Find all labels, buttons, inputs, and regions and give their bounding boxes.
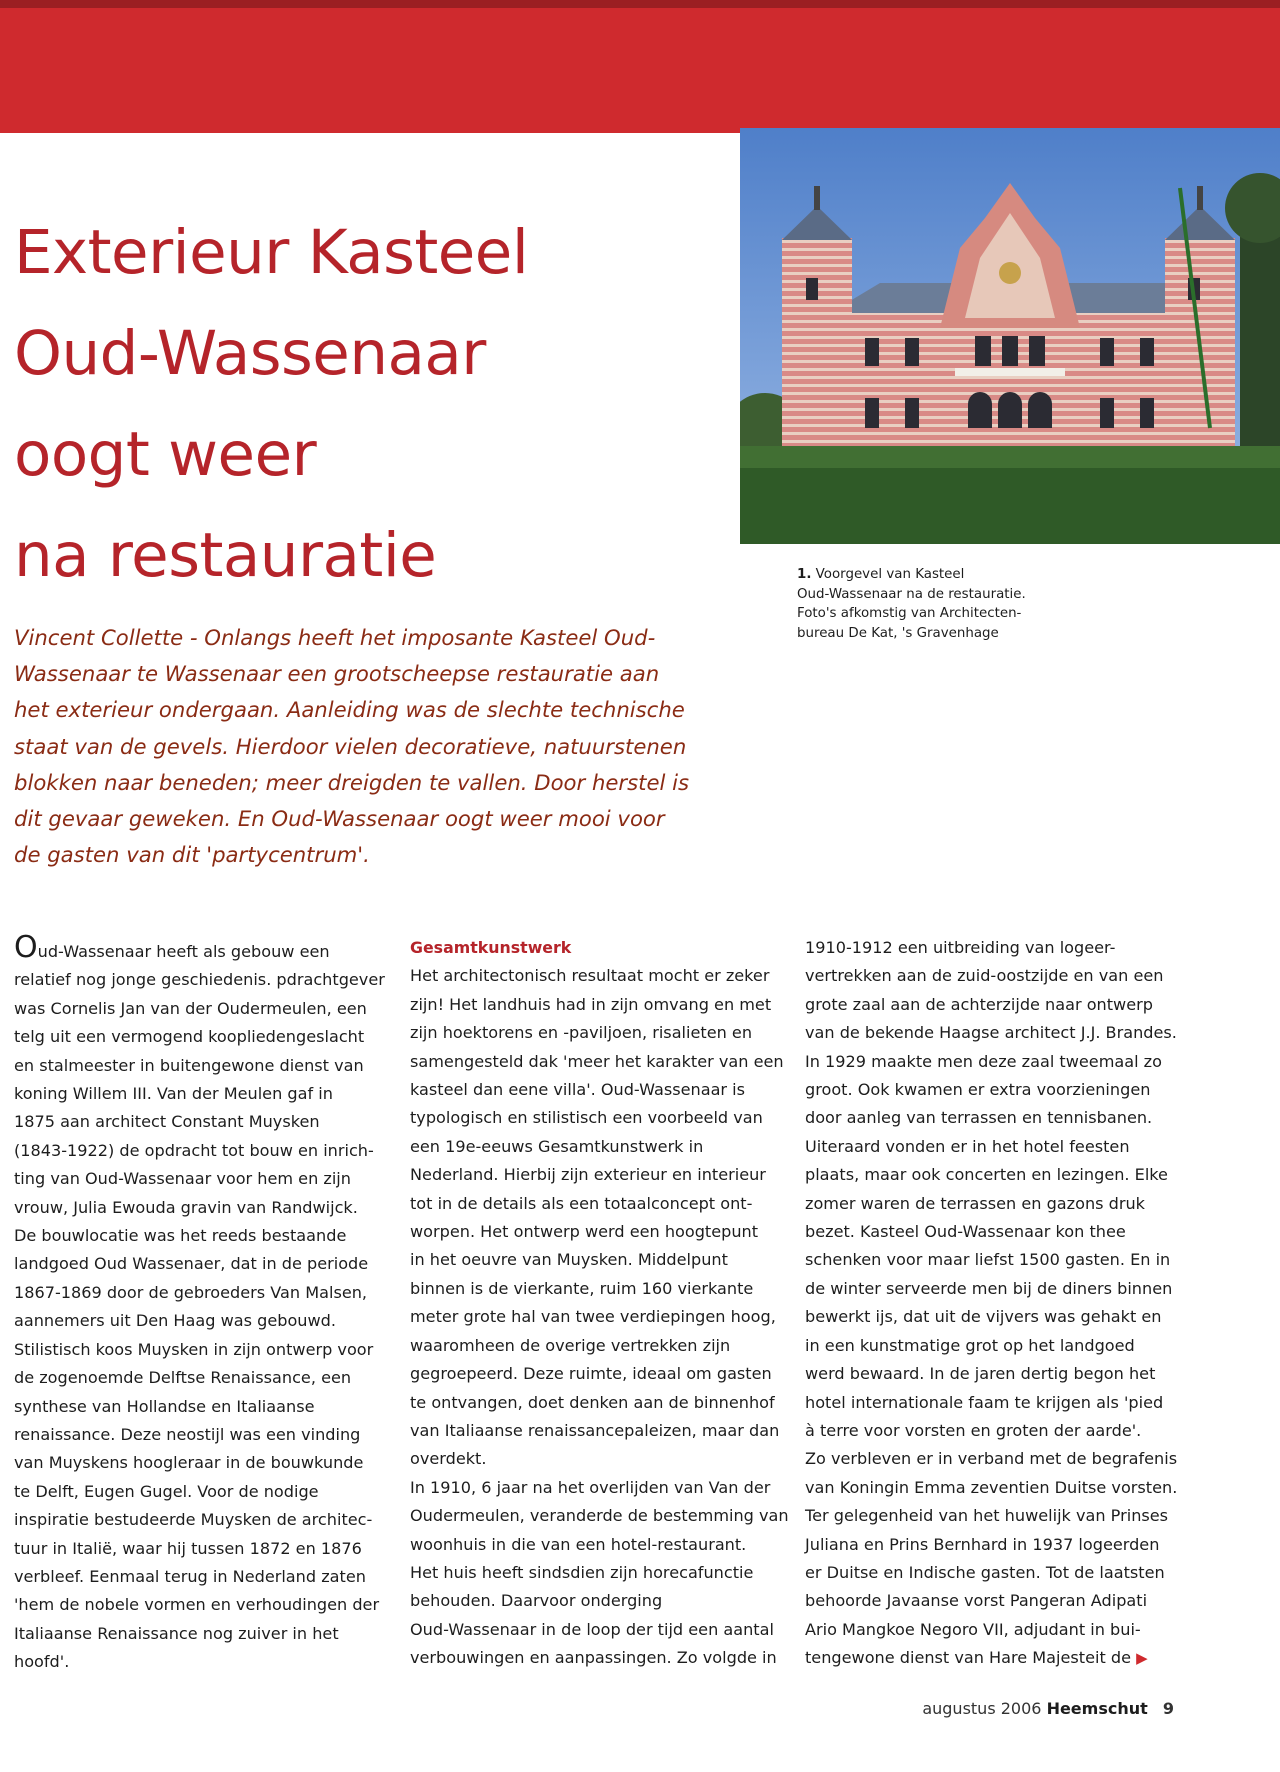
- text-line: van de bekende Haagse architect J.J. Brandes.: [805, 1023, 1177, 1043]
- body-column-3: [805, 934, 1178, 1673]
- issue-date: augustus 2006: [922, 1699, 1042, 1718]
- text-line: tuur in Italië, waar hij tussen 1872 en 1876: [14, 1538, 362, 1558]
- caption-line: bureau De Kat, 's Gravenhage: [797, 625, 999, 641]
- text-line: ting van Oud-Wassenaar voor hem en zijn: [14, 1169, 351, 1189]
- top-band-edge: [0, 0, 1280, 8]
- text-line: bezet. Kasteel Oud-Wassenaar kon thee: [805, 1222, 1126, 1242]
- hedge-top: [740, 446, 1280, 468]
- lead-line: het exterieur ondergaan. Aanleiding was de slechte technische: [14, 697, 685, 723]
- text-line: Italiaanse Renaissance nog zuiver in het: [14, 1623, 339, 1643]
- text-line: van Muyskens hoogleraar in de bouwkunde: [14, 1453, 364, 1473]
- lead-line: staat van de gevels. Hierdoor vielen decoratieve, natuurstenen: [14, 733, 687, 759]
- text-line: synthese van Hollandse en Italiaanse: [14, 1396, 315, 1416]
- text-line: à terre voor vorsten en groten der aarde'.: [805, 1420, 1142, 1440]
- castle-photo: [740, 128, 1280, 544]
- title-line: Oud-Wassenaar: [14, 318, 486, 389]
- text-line: 'hem de nobele vormen en verhoudingen der: [14, 1595, 380, 1615]
- text-line: hotel internationale faam te krijgen als 'pied: [805, 1392, 1164, 1412]
- text-line: relatief nog jonge geschiedenis. pdrachtgever: [14, 970, 385, 990]
- text-line: Ario Mangkoe Negoro VII, adjudant in bui-: [805, 1619, 1141, 1639]
- text-line: waaromheen de overige vertrekken zijn: [410, 1335, 731, 1355]
- text-line: Juliana en Prins Bernhard in 1937 logeerden: [805, 1534, 1160, 1554]
- last-line-text: tengewone dienst van Hare Majesteit de: [805, 1648, 1132, 1668]
- text-line: schenken voor maar liefst 1500 gasten. En in: [805, 1250, 1171, 1270]
- text-line: Het architectonisch resultaat mocht er zeker: [410, 966, 770, 986]
- caption-line: Foto's afkomstig van Architecten-: [797, 606, 1022, 621]
- text-line: van Koningin Emma zeventien Duitse vorsten.: [805, 1477, 1178, 1497]
- text-line: binnen is de vierkante, ruim 160 vierkante: [410, 1278, 754, 1298]
- caption-number: 1.: [797, 567, 812, 582]
- text-line: zijn hoektorens en -paviljoen, risalieten en: [410, 1023, 753, 1043]
- text-line: was Cornelis Jan van der Oudermeulen, een: [14, 998, 367, 1018]
- text-line: een 19e-eeuws Gesamtkunstwerk in: [410, 1136, 704, 1156]
- text-line: koning Willem III. Van der Meulen gaf in: [14, 1084, 333, 1104]
- text-line: typologisch en stilistisch een voorbeeld van: [410, 1108, 763, 1128]
- text-line: werd bewaard. In de jaren dertig begon het: [805, 1364, 1156, 1384]
- caption-line-1: [797, 565, 1097, 585]
- text-line: Het huis heeft sindsdien zijn horecafunctie: [410, 1562, 754, 1582]
- text-line: zijn! Het landhuis had in zijn omvang en met: [410, 994, 772, 1014]
- text-line: Ter gelegenheid van het huwelijk van Prinses: [805, 1506, 1169, 1526]
- text-line: aannemers uit Den Haag was gebouwd.: [14, 1311, 336, 1331]
- text-line: (1843-1922) de opdracht tot bouw en inrich-: [14, 1140, 374, 1160]
- body-column-1: [14, 930, 385, 1677]
- text-line: woonhuis in die van een hotel-restaurant.: [410, 1534, 747, 1554]
- lead-line: de gasten van dit 'partycentrum'.: [14, 842, 370, 868]
- text-line: er Duitse en Indische gasten. Tot de laatsten: [805, 1562, 1165, 1582]
- lead-line: Wassenaar te Wassenaar een grootscheepse restauratie aan: [14, 661, 660, 687]
- text-line: vrouw, Julia Ewouda gravin van Randwijck.: [14, 1197, 358, 1217]
- lead-line: blokken naar beneden; meer dreigden te vallen. Door herstel is: [14, 769, 690, 795]
- text-line: Uiteraard vonden er in het hotel feesten: [805, 1136, 1130, 1156]
- castle-illustration: [740, 128, 1280, 544]
- text-line: 1875 aan architect Constant Muysken: [14, 1112, 320, 1132]
- text-line: 1867-1869 door de gebroeders Van Malsen,: [14, 1282, 368, 1302]
- right-spire: [1197, 186, 1203, 210]
- text-line: Oudermeulen, veranderde de bestemming van: [410, 1506, 789, 1526]
- text-line: in het oeuvre van Muysken. Middelpunt: [410, 1250, 728, 1270]
- lead-paragraph: [14, 620, 714, 873]
- last-line: [805, 1644, 1175, 1672]
- continue-arrow-icon: ▶: [1136, 1649, 1148, 1668]
- text-line: te Delft, Eugen Gugel. Voor de nodige: [14, 1481, 319, 1501]
- body-column-2: [410, 934, 789, 1673]
- text-line: 1910-1912 een uitbreiding van logeer-: [805, 938, 1116, 957]
- text-line: samengesteld dak 'meer het karakter van een: [410, 1051, 784, 1071]
- text-line: meter grote hal van twee verdiepingen hoog,: [410, 1307, 776, 1327]
- page-number: 9: [1162, 1699, 1174, 1718]
- text-line: behoorde Javaanse vorst Pangeran Adipati: [805, 1591, 1148, 1611]
- text-line: door aanleg van terrassen en tennisbanen.: [805, 1108, 1153, 1128]
- caption-text: Voorgevel van Kasteel: [815, 567, 965, 582]
- text-line: bewerkt ijs, dat uit de vijvers was gehakt en: [805, 1307, 1162, 1327]
- section-heading: Gesamtkunstwerk: [410, 938, 572, 957]
- gable-clock: [999, 262, 1021, 284]
- hedge: [740, 458, 1280, 544]
- first-line: [14, 930, 384, 966]
- text-line: en stalmeester in buitengewone dienst van: [14, 1055, 364, 1075]
- text-line: worpen. Het ontwerp werd een hoogtepunt: [410, 1222, 759, 1242]
- text-line: van Italiaanse renaissancepaleizen, maar dan: [410, 1420, 780, 1440]
- lead-line: Vincent Collette - Onlangs heeft het imposante Kasteel Oud-: [14, 625, 656, 650]
- text-line: Nederland. Hierbij zijn exterieur en interieur: [410, 1165, 766, 1185]
- text-line: Oud-Wassenaar in de loop der tijd een aantal: [410, 1619, 774, 1639]
- text-line: kasteel dan eene villa'. Oud-Wassenaar is: [410, 1080, 746, 1100]
- text-line: de winter serveerde men bij de diners binnen: [805, 1278, 1173, 1298]
- text-line: in een kunstmatige grot op het landgoed: [805, 1335, 1135, 1355]
- text-line: verbouwingen en aanpassingen. Zo volgde in: [410, 1648, 777, 1668]
- text-line: renaissance. Deze neostijl was een vinding: [14, 1424, 361, 1444]
- text-line: landgoed Oud Wassenaer, dat in de periode: [14, 1254, 369, 1274]
- title-line: oogt weer: [14, 419, 317, 490]
- text-line: In 1929 maakte men deze zaal tweemaal zo: [805, 1051, 1162, 1071]
- text-line: te ontvangen, doet denken aan de binnenhof: [410, 1392, 775, 1412]
- text-line: vertrekken aan de zuid-oostzijde en van een: [805, 966, 1164, 986]
- text-line: groot. Ook kwamen er extra voorzieningen: [805, 1080, 1151, 1100]
- text-line: de zogenoemde Delftse Renaissance, een: [14, 1368, 352, 1388]
- article-title: [14, 202, 534, 606]
- text-line: Zo verbleven er in verband met de begrafenis: [805, 1449, 1178, 1469]
- text-line: gegroepeerd. Deze ruimte, ideaal om gasten: [410, 1364, 772, 1384]
- text-line: In 1910, 6 jaar na het overlijden van Van der: [410, 1477, 771, 1497]
- text-line: hoofd'.: [14, 1652, 70, 1672]
- text-line: telg uit een vermogend koopliedengeslacht: [14, 1027, 365, 1047]
- text-line: verbleef. Eenmaal terug in Nederland zaten: [14, 1566, 366, 1586]
- photo-caption: [797, 565, 1097, 643]
- lead-line: dit gevaar geweken. En Oud-Wassenaar oogt weer mooi voor: [14, 806, 665, 832]
- first-line-text: ud-Wassenaar heeft als gebouw een: [37, 942, 330, 961]
- left-spire: [814, 186, 820, 210]
- caption-line: Oud-Wassenaar na de restauratie.: [797, 586, 1026, 602]
- magazine-name: Heemschut: [1046, 1699, 1148, 1718]
- balcony: [955, 368, 1065, 376]
- text-line: zomer waren de terrassen en gazons druk: [805, 1193, 1145, 1213]
- top-red-band: [0, 0, 1280, 133]
- text-line: overdekt.: [410, 1449, 487, 1469]
- title-line: Exterieur Kasteel: [14, 217, 529, 288]
- text-line: De bouwlocatie was het reeds bestaande: [14, 1226, 347, 1246]
- drop-cap: O: [14, 930, 38, 965]
- text-line: behouden. Daarvoor onderging: [410, 1591, 663, 1611]
- text-line: tot in de details als een totaalconcept ont-: [410, 1193, 753, 1213]
- text-line: plaats, maar ook concerten en lezingen. Elke: [805, 1165, 1168, 1185]
- text-line: Stilistisch koos Muysken in zijn ontwerp voor: [14, 1339, 374, 1359]
- title-line: na restauratie: [14, 520, 437, 591]
- page-footer: [922, 1699, 1174, 1718]
- text-line: inspiratie bestudeerde Muysken de architec-: [14, 1510, 373, 1530]
- text-line: grote zaal aan de achterzijde naar ontwerp: [805, 994, 1153, 1014]
